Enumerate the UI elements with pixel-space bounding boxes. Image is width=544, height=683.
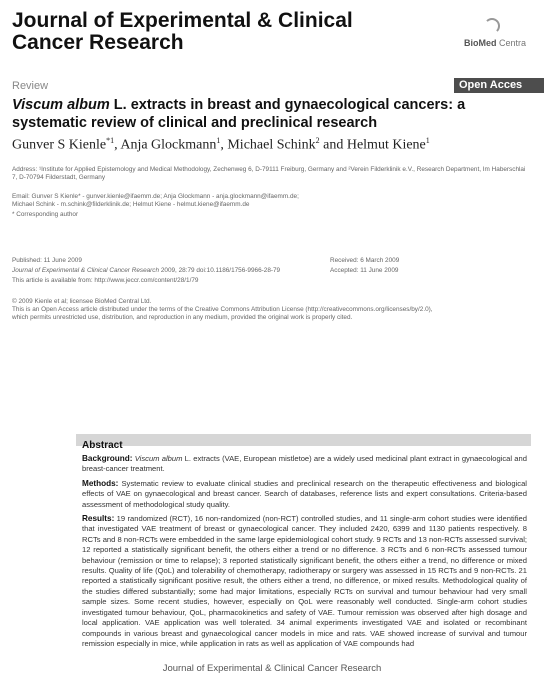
author-separator: , [114, 137, 121, 153]
copyright-line-2[interactable]: This is an Open Access article distributed under the terms of the Creative Commons Attribution License (http://creativecommons.org/licenses/by/2.0), [12, 306, 433, 314]
copyright-line-1: © 2009 Kienle et al; licensee BioMed Central Ltd. [12, 298, 152, 305]
article-title-italic: Viscum album [12, 97, 110, 113]
received-date: Received: 6 March 2009 [330, 257, 400, 264]
citation-details: 2009, 28:79 doi:10.1186/1756-9966-28-79 [159, 267, 281, 274]
article-type-label: Review [12, 80, 49, 92]
author-separator: , [220, 137, 228, 153]
copyright-notice [12, 298, 537, 323]
author-name[interactable]: Helmut Kiene [346, 137, 426, 153]
journal-title-line-1: Journal of Experimental & Clinical [12, 9, 353, 32]
abstract-results-text: 19 randomized (RCT), 16 non-randomized (non-RCT) controlled studies, and 11 single-arm cohort studies were identified that investigated VAE treatment of breast or gynaecological cancer. They included 2420, 6399 and 1130 patients respectively. 8 RCTs and 8 non-RCTs were embedded in the same large epidemiological cohort study. 9 RCTs and 13 non-RCTs assessed survival; 12 reported a statistically significant benefit, the others either a trend or no difference. 3 RCTs and 6 non-RCTs assessed tumour behaviour (remission or time to relapse); 3 reported statistically significant benefit, the others either a trend, no difference or mixed results. Quality of life (QoL) and tolerability of chemotherapy, radiotherapy or surgery was assessed in 15 RCTs and 9 non-RCTs. 21 reported a statistically significant positive result, the others either a trend, no difference, or mixed results. Methodological quality of the studies differed substantially; some had major limitations, especially RCTs on survival and tumour behaviour had very small sample sizes. Some recent studies, however, especially on QoL were reasonably well conducted. Single-arm cohort studies investigated tumour behaviour, QoL, pharmacokinetics and safety of VAE. Tumour remission was observed after high dosage and local application. VAE application was well tolerated. 34 animal experiments investigated VAE and isolated or recombinant compounds in various breast and gynaecological cancer models in mice and rats. VAE showed increase of survival and tumour remission especially in mice, while application in rats as well as application of VAE compounds had [82, 514, 527, 648]
author-affiliation: *1 [106, 136, 115, 145]
available-from-link[interactable]: This article is available from: http://www.jeccr.com/content/28/1/79 [12, 277, 199, 284]
journal-title-line-2: Cancer Research [12, 31, 184, 54]
author-list [12, 133, 537, 154]
abstract-methods [82, 479, 527, 510]
abstract-methods-label: Methods: [82, 478, 119, 488]
published-date: Published: 11 June 2009 [12, 257, 82, 264]
email-line-1[interactable]: Email: Gunver S Kienle* - gunver.kienle@ifaemm.de; Anja Glockmann - anja.glockmann@ifaemm.de; [12, 193, 299, 200]
abstract-header-bar [76, 434, 531, 446]
publisher-name [464, 38, 526, 48]
abstract-background-label: Background: [82, 454, 133, 463]
author-affiliation: 1 [425, 136, 430, 145]
article-title-rest: L. extracts in breast and gynaecological cancers: a systematic review of clinical and preclinical research [12, 97, 466, 131]
publisher-name-light: Centra [496, 38, 527, 48]
author-name[interactable]: Gunver S Kienle [12, 137, 107, 153]
abstract-results [82, 514, 527, 649]
publication-info [12, 257, 312, 287]
page-footer: Journal of Experimental & Clinical Cancer Research [162, 663, 382, 674]
abstract-results-label: Results: [82, 514, 115, 524]
accepted-date: Accepted: 11 June 2009 [330, 267, 399, 274]
submission-dates [330, 257, 530, 277]
citation [12, 267, 312, 277]
abstract-body [82, 454, 527, 653]
author-separator: and [319, 137, 347, 153]
author-affiliation: 1 [216, 136, 221, 145]
article-title [12, 96, 532, 132]
publisher-name-bold: BioMed [464, 38, 497, 48]
abstract-methods-text: Systematic review to evaluate clinical studies and preclinical research on the therapeutic effectiveness and biological effects of VAE on gynaecological and breast cancer. Search of databases, reference lists and expert consultations. Criteria-based assessment of methodological study quality. [82, 478, 527, 509]
email-line-2[interactable]: Michael Schink - m.schink@filderklinik.de; Helmut Kiene - helmut.kiene@ifaemm.de [12, 201, 250, 209]
journal-title [12, 10, 432, 54]
publisher-logo [456, 14, 544, 50]
abstract-background [82, 454, 527, 475]
author-emails [12, 193, 527, 209]
copyright-line-3: which permits unrestricted use, distribution, and reproduction in any medium, provided the original work is properly cited. [12, 314, 353, 322]
abstract-heading: Abstract [82, 440, 123, 451]
affiliation-address: Address: ¹Institute for Applied Epistemology and Medical Methodology, Zechenweg 6, D-79111 Freiburg, Germany and ²Verein Filderklinik e.V., Research Department, Im Haberschlai 7, D-70794 Filderstadt, Germany [12, 166, 526, 182]
publisher-swirl-icon [484, 18, 500, 34]
citation-journal: Journal of Experimental & Clinical Cancer Research [12, 267, 160, 274]
abstract-background-italic: Viscum album [134, 454, 183, 463]
author-affiliation: 2 [315, 136, 320, 145]
author-name[interactable]: Anja Glockmann [120, 137, 217, 153]
open-access-badge: Open Acces [454, 78, 544, 93]
abstract-background-text: L. extracts (VAE, European mistletoe) are a widely used medicinal plant extract in gynaecological and breast-cancer treatment. [82, 454, 527, 474]
author-name[interactable]: Michael Schink [227, 137, 316, 153]
corresponding-author-note: * Corresponding author [12, 211, 79, 218]
